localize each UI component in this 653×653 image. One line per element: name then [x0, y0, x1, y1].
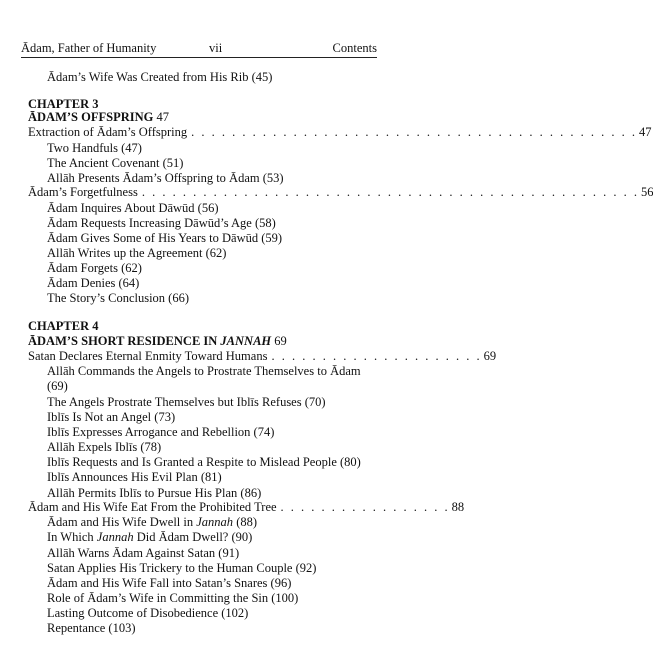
leader-dots: . . . . . . . . . . . . . . . . . . . . . . . . . . . . . . . . . . . . . . . . . . . .: [191, 125, 637, 139]
toc-subentry: Ādam Gives Some of His Years to Dāwūd (59): [47, 231, 283, 245]
toc-subentry: Iblīs Is Not an Angel (73): [47, 410, 176, 424]
toc-subentry: The Story’s Conclusion (66): [47, 291, 190, 305]
toc-subentry: Allāh Presents Ādam’s Offspring to Ādam (53): [47, 171, 284, 185]
toc-subentry: Ādam Forgets (62): [47, 261, 142, 275]
header-rule: [21, 57, 377, 58]
chapter-label: CHAPTER 3: [28, 97, 99, 111]
leader-dots: . . . . . . . . . . . . . . . . .: [280, 500, 450, 514]
toc-entry: [28, 124, 652, 140]
toc-subentry-italic: Jannah: [96, 530, 134, 544]
leader-dots: . . . . . . . . . . . . . . . . . . . . . . . . . . . . . . . . . . . . . . . . . . . . . . . . .: [141, 185, 639, 199]
toc-subentry: Allāh Writes up the Agreement (62): [47, 246, 227, 260]
toc-subentry: The Angels Prostrate Themselves but Iblīs Refuses (70): [47, 395, 326, 409]
toc-subentry: Satan Applies His Trickery to the Human Couple (92): [47, 561, 317, 575]
toc-subentry: [47, 529, 252, 545]
toc-subentry: Allāh Commands the Angels to Prostrate Themselves to Ādam: [47, 364, 361, 378]
toc-subentry-italic: Jannah: [196, 515, 234, 529]
toc-subentry: The Ancient Covenant (51): [47, 156, 184, 170]
toc-entry-page: 47: [639, 125, 652, 139]
running-header-section: Contents: [332, 41, 377, 55]
toc-subentry: Allāh Permits Iblīs to Pursue His Plan (86): [47, 486, 262, 500]
toc-subentry-text: Ādam and His Wife Dwell in: [47, 515, 197, 529]
toc-subentry: [47, 514, 257, 530]
running-header-title: Ādam, Father of Humanity: [21, 41, 157, 55]
toc-subentry: Ādam’s Wife Was Created from His Rib (45): [47, 70, 273, 84]
toc-subentry: Ādam Requests Increasing Dāwūd’s Age (58): [47, 216, 276, 230]
toc-subentry: Iblīs Announces His Evil Plan (81): [47, 470, 222, 484]
chapter-page: 69: [274, 334, 287, 348]
leader-dots: . . . . . . . . . . . . . . . . . . . . .: [271, 349, 482, 363]
toc-entry-title: Ādam’s Forgetfulness: [28, 185, 138, 199]
toc-entry-page: 88: [451, 500, 465, 514]
toc-subentry: Ādam Inquires About Dāwūd (56): [47, 201, 219, 215]
toc-subentry-text: In Which: [47, 530, 97, 544]
toc-subentry: Allāh Warns Ādam Against Satan (91): [47, 546, 240, 560]
toc-subentry: Iblīs Requests and Is Granted a Respite to Mislead People (80): [47, 455, 361, 469]
chapter-title-text: ĀDAM’S OFFSPRING: [28, 110, 154, 124]
toc-entry-title: Ādam and His Wife Eat From the Prohibited Tree: [28, 500, 277, 514]
toc-subentry: Two Handfuls (47): [47, 141, 142, 155]
toc-subentry: Role of Ādam’s Wife in Committing the Sin (100): [47, 591, 299, 605]
chapter-title: [28, 109, 169, 125]
chapter-title-italic: JANNAH: [220, 334, 272, 348]
toc-entry-title: Satan Declares Eternal Enmity Toward Humans: [28, 349, 268, 363]
chapter-label: CHAPTER 4: [28, 319, 99, 333]
toc-subentry: Ādam Denies (64): [47, 276, 140, 290]
toc-entry: [28, 348, 497, 364]
page-number: vii: [209, 41, 223, 55]
toc-entry: [28, 184, 653, 200]
toc-entry-title: Extraction of Ādam’s Offspring: [28, 125, 188, 139]
toc-subentry-page: Did Ādam Dwell? (90): [133, 530, 253, 544]
chapter-page: 47: [156, 110, 169, 124]
chapter-title-text: ĀDAM’S SHORT RESIDENCE IN: [28, 334, 221, 348]
toc-entry-page: 56: [640, 185, 653, 199]
toc-entry-page: 69: [483, 349, 497, 363]
toc-subentry: Allāh Expels Iblīs (78): [47, 440, 162, 454]
toc-entry: [28, 499, 465, 515]
toc-subentry: Repentance (103): [47, 621, 136, 635]
toc-subentry: Iblīs Expresses Arrogance and Rebellion (74): [47, 425, 275, 439]
toc-subentry: Lasting Outcome of Disobedience (102): [47, 606, 249, 620]
toc-subentry-page: (88): [233, 515, 258, 529]
toc-subentry: (69): [47, 379, 68, 393]
toc-subentry: Ādam and His Wife Fall into Satan’s Snares (96): [47, 576, 292, 590]
chapter-title: [28, 333, 287, 349]
